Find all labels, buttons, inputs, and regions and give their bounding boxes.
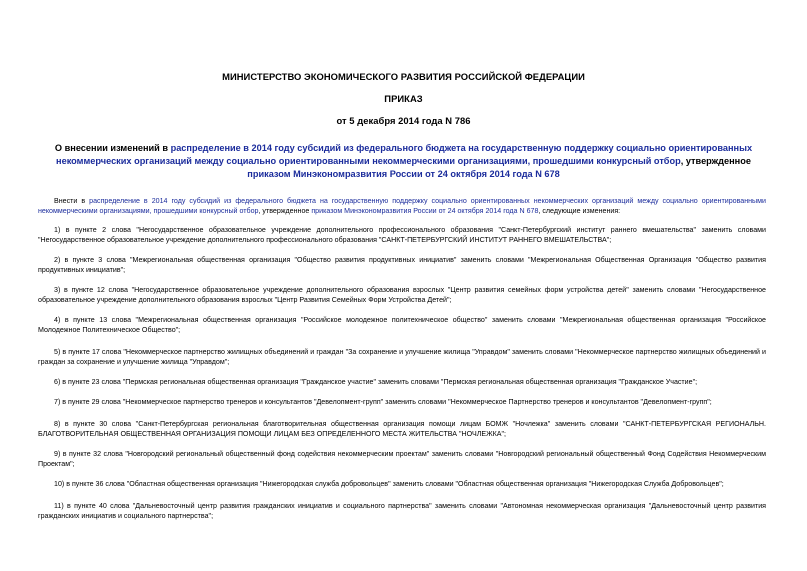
title-text-1: О внесении изменений в <box>54 143 171 153</box>
list-item: 2) в пункте 3 слова "Межрегиональная общественная организация "Общество развития продуктивных инициатив" заменить словами "Межрегиональная Общественная Организация "Общество развития продуктивных инициатив"; <box>38 256 766 274</box>
intro-paragraph <box>38 197 766 216</box>
ministry-heading: МИНИСТЕРСТВО ЭКОНОМИЧЕСКОГО РАЗВИТИЯ РОССИЙСКОЙ ФЕДЕРАЦИИ <box>222 71 585 82</box>
intro-text-3: , следующие изменения: <box>538 206 621 215</box>
doc-type-heading: ПРИКАЗ <box>384 93 423 104</box>
intro-text-1: Внести в <box>54 197 90 205</box>
list-item: 4) в пункте 13 слова "Межрегиональная общественная организация "Российское молодежное политехническое общество" заменить словами "Межрегиональная общественная организация "Российское Молодежное Политехническое Общество"; <box>38 316 766 334</box>
intro-order-678-link[interactable]: приказом Минэкономразвития России от 24 октября 2014 года N 678 <box>311 206 539 215</box>
title-text-2: , утвержденное <box>680 156 751 166</box>
intro-text-2: , утвержденное <box>258 206 312 215</box>
order-date-number: от 5 декабря 2014 года N 786 <box>336 115 471 126</box>
intro-distribution-link[interactable]: распределение в 2014 году субсидий из федерального бюджета на государственную поддержку социально ориентированных некоммерческих организаций между социально ориентированными некоммерческими организациями, прошедшими конкурсный отбор <box>38 197 766 215</box>
list-item: 11) в пункте 40 слова "Дальневосточный центр развития гражданских инициатив и социального партнерства" заменить словами "Автономная некоммерческая организация "Дальневосточный центр развития гражданских инициатив и социального партнерства"; <box>38 502 766 520</box>
list-item: 7) в пункте 29 слова "Некоммерческое партнерство тренеров и консультантов "Девелопмент-групп" заменить словами "Некоммерческое Партнерство тренеров и консультантов "Девелопмент-групп"; <box>54 398 712 406</box>
list-item: 5) в пункте 17 слова "Некоммерческое партнерство жилищных объединений и граждан "За сохранение и улучшение жилища "Управдом" заменить словами "Некоммерческое партнерство жилищных объединений и граждан за сохранение и улучшение жилища "Управдом"; <box>38 348 766 366</box>
order-title <box>50 142 757 181</box>
list-item: 3) в пункте 12 слова "Негосударственное образовательное учреждение дополнительного образования взрослых "Центр развития семейных форм устройства детей" заменить словами "Негосударственное образовательное учреждение дополнительного образования взрослых "Центр Развития Семейных Форм Устройства Детей"; <box>38 286 766 304</box>
list-item: 10) в пункте 36 слова "Областная общественная организация "Нижегородская служба добровольцев" заменить словами "Областная общественная организация "Нижегородская Служба Добровольцев"; <box>54 480 724 488</box>
order-678-link[interactable]: приказом Минэкономразвития России от 24 октября 2014 года N 678 <box>247 169 560 179</box>
distribution-link[interactable]: распределение в 2014 году субсидий из федерального бюджета на государственную поддержку социально ориентированных некоммерческих организаций между социально ориентированными некоммерческими организациями, прошедшими конкурсный отбор <box>56 143 753 166</box>
list-item: 1) в пункте 2 слова "Негосударственное образовательное учреждение дополнительного профессионального образования "Санкт-Петербургский институт раннего вмешательства" заменить словами "Негосударственное образовательное учреждение дополнительного профессионального образования "САНКТ-ПЕТЕРБУРГСКИЙ ИНСТИТУТ РАННЕГО ВМЕШАТЕЛЬСТВА"; <box>38 226 766 244</box>
list-item: 9) в пункте 32 слова "Новгородский региональный общественный фонд содействия некоммерческим проектам" заменить словами "Новгородский региональный общественный Фонд Содействия Некоммерческим Проектам"; <box>38 450 766 468</box>
list-item: 8) в пункте 30 слова "Санкт-Петербургская региональная благотворительная общественная организация помощи лицам БОМЖ "Ночлежка" заменить словами "САНКТ-ПЕТЕРБУРГСКАЯ РЕГИОНАЛЬН. БЛАГОТВОРИТЕЛЬНАЯ ОБЩЕСТВЕННАЯ ОРГАНИЗАЦИЯ ПОМОЩИ ЛИЦАМ БЕЗ ОПРЕДЕЛЕННОГО МЕСТА ЖИТЕЛЬСТВА "НОЧЛЕЖКА"; <box>38 420 766 438</box>
list-item: 6) в пункте 23 слова "Пермская региональная общественная организация "Гражданское участие" заменить словами "Пермская региональная общественная организация "Гражданское Участие"; <box>54 378 698 386</box>
